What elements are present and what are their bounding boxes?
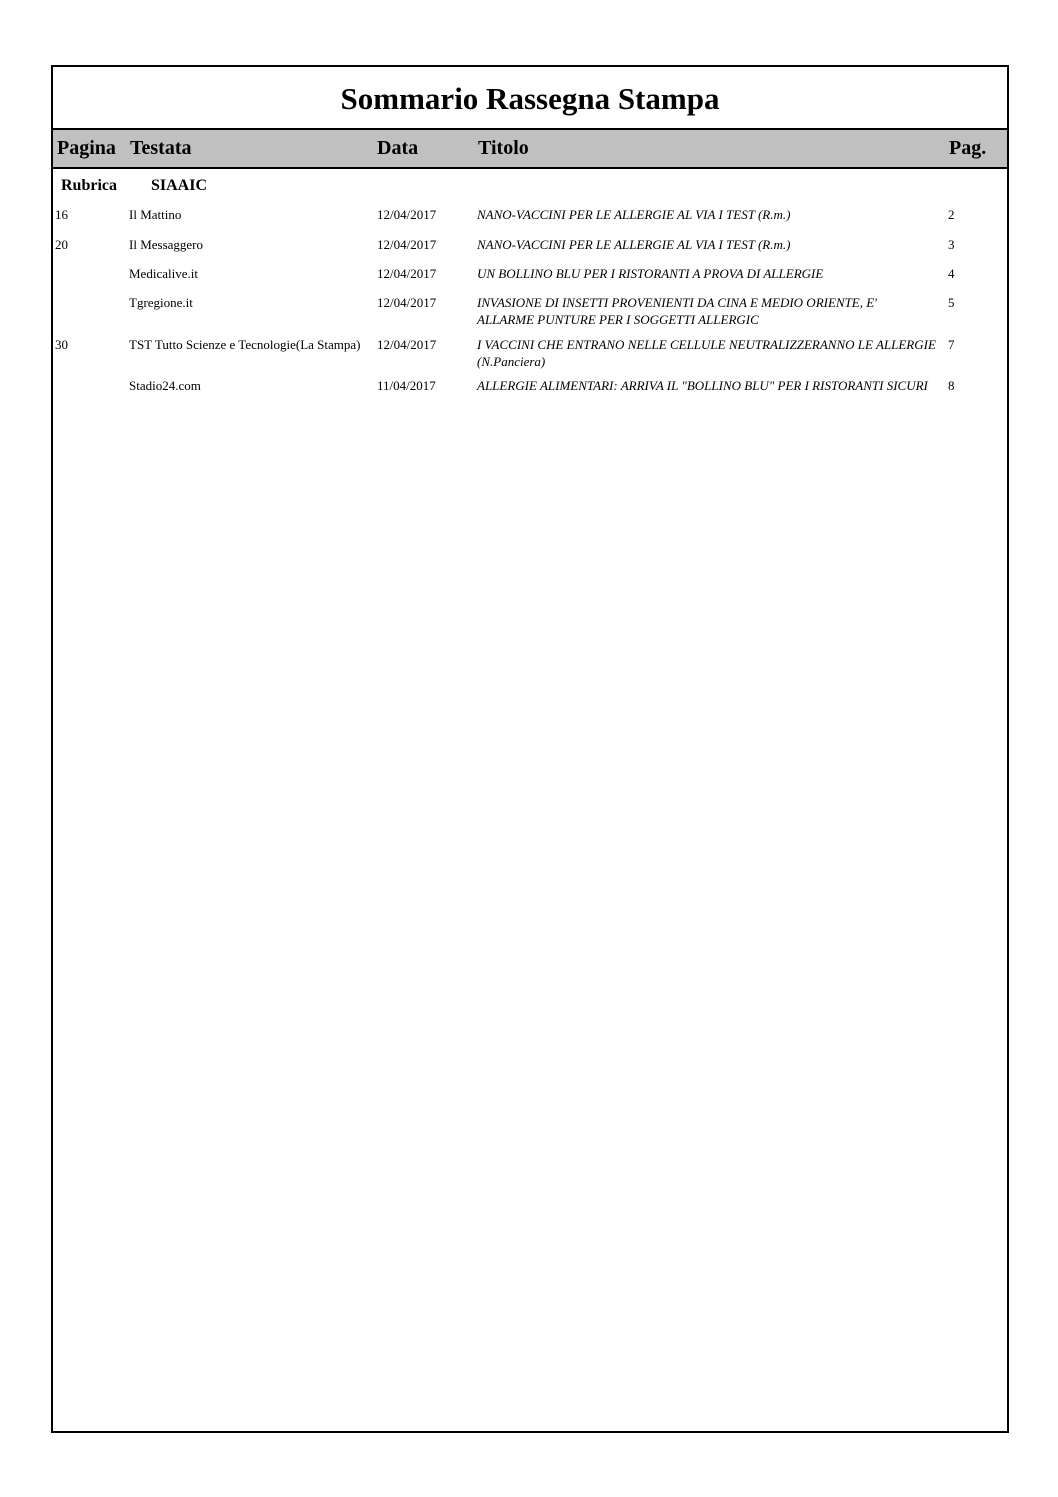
- table-row: [53, 294, 1007, 336]
- cell-titolo: I VACCINI CHE ENTRANO NELLE CELLULE NEUTRALIZZERANNO LE ALLERGIE (N.Panciera): [477, 337, 936, 369]
- cell-data: 12/04/2017: [377, 337, 437, 352]
- cell-testata: Il Mattino: [129, 207, 182, 222]
- cell-pag: 2: [948, 207, 955, 222]
- table-row: [53, 336, 1007, 377]
- header-pag: Pag.: [949, 137, 987, 159]
- cell-pag: 3: [948, 237, 955, 252]
- table-header: [53, 130, 1007, 169]
- cell-pagina: 20: [55, 237, 68, 252]
- cell-data: 12/04/2017: [377, 266, 437, 281]
- cell-pag: 8: [948, 378, 955, 393]
- cell-data: 12/04/2017: [377, 237, 437, 252]
- cell-testata: Il Messaggero: [129, 237, 204, 252]
- header-titolo: Titolo: [478, 137, 529, 159]
- cell-data: 12/04/2017: [377, 295, 437, 310]
- cell-titolo: UN BOLLINO BLU PER I RISTORANTI A PROVA DI ALLERGIE: [477, 266, 824, 281]
- header-data: Data: [377, 137, 419, 159]
- cell-pagina: 30: [55, 337, 68, 352]
- cell-titolo: NANO-VACCINI PER LE ALLERGIE AL VIA I TEST (R.m.): [477, 207, 791, 222]
- table-row: [53, 265, 1007, 294]
- title-row: [53, 67, 1007, 130]
- cell-data: 12/04/2017: [377, 207, 437, 222]
- cell-data: 11/04/2017: [377, 378, 436, 393]
- cell-testata: Tgregione.it: [129, 295, 193, 310]
- cell-titolo: INVASIONE DI INSETTI PROVENIENTI DA CINA E MEDIO ORIENTE, E' ALLARME PUNTURE PER I SOGGETTI ALLERGIC: [477, 295, 877, 327]
- summary-frame: [51, 65, 1009, 1433]
- cell-testata: Stadio24.com: [129, 378, 201, 393]
- table-row: [53, 377, 1007, 417]
- section-label: Rubrica: [61, 177, 117, 194]
- cell-pag: 5: [948, 295, 955, 310]
- cell-testata: TST Tutto Scienze e Tecnologie(La Stampa): [129, 337, 361, 352]
- header-testata: Testata: [130, 137, 192, 159]
- cell-pag: 7: [948, 337, 955, 352]
- section-value: SIAAIC: [151, 177, 208, 194]
- cell-pagina: 16: [55, 207, 68, 222]
- table-row: [53, 206, 1007, 236]
- table-row: [53, 236, 1007, 265]
- document-title: Sommario Rassegna Stampa: [340, 81, 720, 116]
- cell-testata: Medicalive.it: [129, 266, 198, 281]
- cell-titolo: NANO-VACCINI PER LE ALLERGIE AL VIA I TEST (R.m.): [477, 237, 791, 252]
- section-row: [53, 177, 1007, 199]
- cell-titolo: ALLERGIE ALIMENTARI: ARRIVA IL "BOLLINO BLU" PER I RISTORANTI SICURI: [477, 378, 928, 393]
- header-pagina: Pagina: [57, 137, 116, 159]
- table-body: [53, 206, 1007, 417]
- cell-pag: 4: [948, 266, 955, 281]
